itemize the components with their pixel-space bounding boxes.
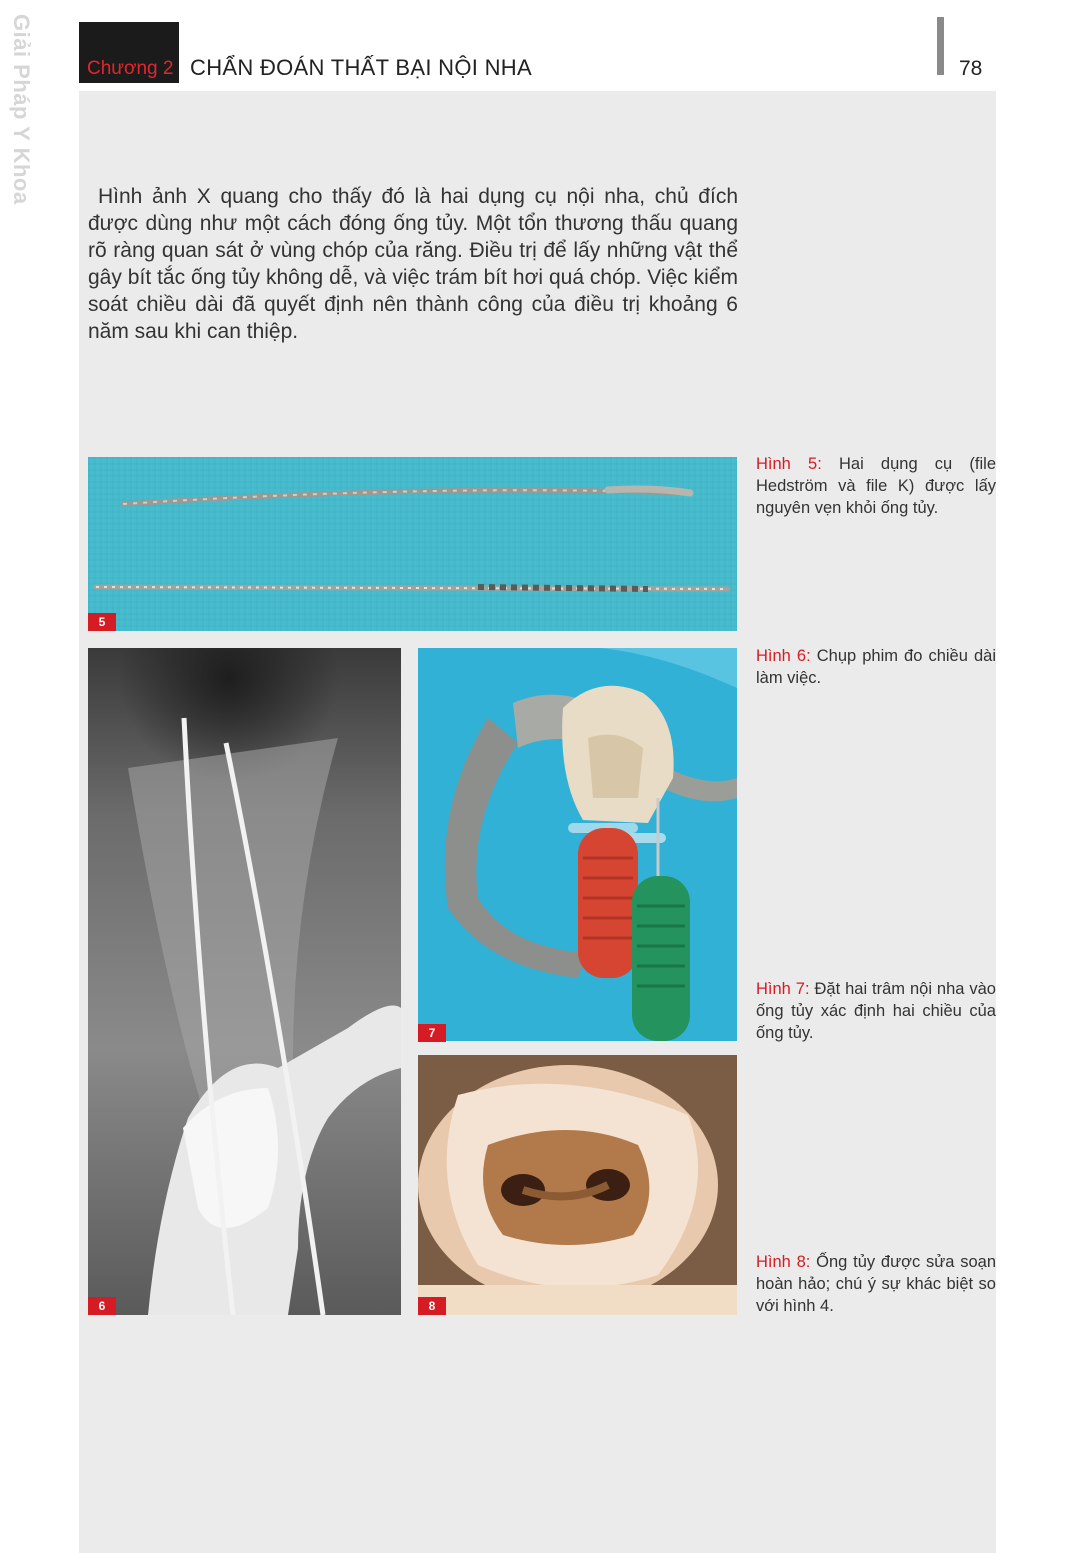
figure-7-caption-text: Đặt hai trâm nội nha vào ống tủy xác định hai chiều của ống tủy. — [756, 980, 996, 1042]
figure-6-label: Hình 6: — [756, 647, 811, 665]
chapter-title: CHẨN ĐOÁN THẤT BẠI NỘI NHA — [190, 55, 532, 80]
figure-5-photo — [88, 457, 737, 631]
figure-7-photo — [418, 648, 737, 1041]
figure-5-label: Hình 5: — [756, 455, 822, 473]
figure-8-label: Hình 8: — [756, 1253, 811, 1271]
figure-7-number: 7 — [418, 1024, 446, 1042]
figure-8-photo — [418, 1055, 737, 1315]
figure-8-caption — [756, 1251, 996, 1317]
watermark: Giải Pháp Y Khoa — [9, 14, 34, 205]
page-number: 78 — [959, 57, 983, 80]
figure-5-caption-text: Hai dụng cụ (file Hedström và file K) được lấy nguyên vẹn khỏi ống tủy. — [756, 455, 996, 517]
page-header — [79, 22, 996, 82]
body-paragraph: Hình ảnh X quang cho thấy đó là hai dụng cụ nội nha, chủ đích được dùng như một cách đóng ống tủy. Một tổn thương thấu quang rõ ràng quan sát ở vùng chóp của răng. Điều trị để lấy những vật thể gây bít tắc ống tủy không dễ, và việc trám bít hơi quá chóp. Việc kiểm soát chiều dài đã quyết định nên thành công của điều trị khoảng 6 năm sau khi can thiệp. — [88, 185, 738, 343]
figure-5-caption — [756, 453, 996, 519]
figure-6-number: 6 — [88, 1297, 116, 1315]
figure-7-label: Hình 7: — [756, 980, 810, 998]
figure-8-number: 8 — [418, 1297, 446, 1315]
figure-6-photo — [88, 648, 401, 1315]
figure-7-caption — [756, 978, 996, 1044]
chapter-label: Chương 2 — [87, 58, 174, 79]
chapter-box — [79, 22, 179, 83]
figure-8-caption-text: Ống tủy được sửa soạn hoàn hảo; chú ý sự khác biệt so với hình 4. — [756, 1253, 996, 1315]
figure-6-caption-text: Chụp phim đo chiều dài làm việc. — [756, 647, 996, 687]
page-number-rule — [937, 17, 944, 75]
figure-6-caption — [756, 645, 996, 689]
figure-5-number: 5 — [88, 613, 116, 631]
